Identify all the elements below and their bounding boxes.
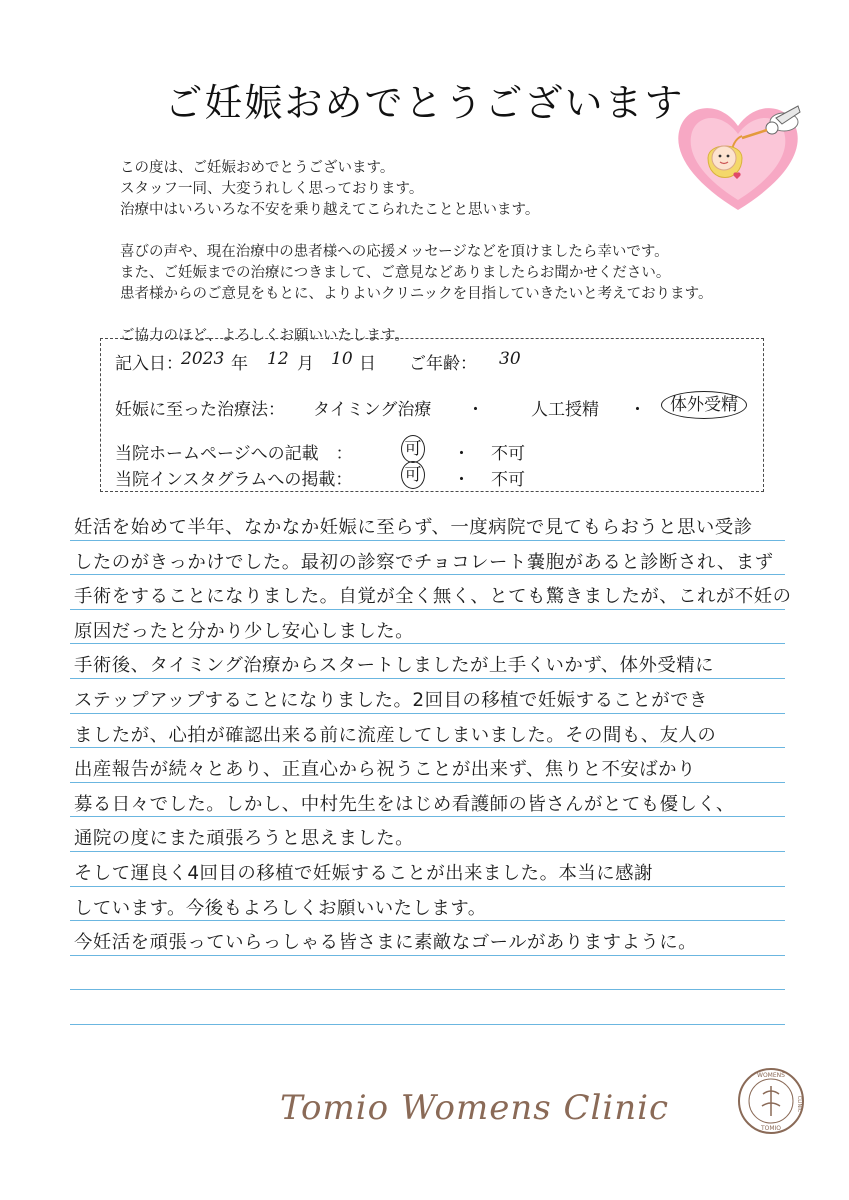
treatment-option-ivf-selected <box>661 391 747 419</box>
message-line: したのがきっかけでした。最初の診察でチョコレート嚢胞があると診断され、まず <box>74 551 774 573</box>
intro-line: ご協力のほど、よろしくお願いいたします。 <box>120 328 409 344</box>
instagram-label: 当院インスタグラムへの掲載： <box>115 470 353 490</box>
ruled-line <box>70 574 785 575</box>
seal-text-side: TOMIO <box>760 1125 782 1132</box>
date-year-unit: 年 <box>231 354 248 374</box>
date-month-value: 12 <box>267 349 289 369</box>
age-value: 30 <box>499 349 521 369</box>
intro-line: 喜びの声や、現在治療中の患者様への応援メッセージなどを頂けましたら幸いです。 <box>120 244 669 260</box>
stork-baby-heart-illustration <box>672 92 804 216</box>
separator: ・ <box>453 470 470 490</box>
message-line: そして運良く4回目の移植で妊娠することが出来ました。本当に感謝 <box>74 863 653 884</box>
intro-line: 治療中はいろいろな不安を乗り越えてこられたことと思います。 <box>120 202 540 218</box>
ruled-line <box>70 609 785 610</box>
separator: ・ <box>453 444 470 464</box>
ruled-line <box>70 678 785 679</box>
homepage-label: 当院ホームページへの記載 ： <box>115 444 353 464</box>
date-year-value: 2023 <box>181 349 225 369</box>
intro-line: スタッフ一同、大変うれしく思っております。 <box>120 181 424 197</box>
treatment-selected-circle: 体外受精 <box>661 391 747 419</box>
message-line: しています。今後もよろしくお願いいたします。 <box>74 897 487 919</box>
seal-text-bottom: CLINIC <box>796 1095 802 1113</box>
ruled-line <box>70 643 785 644</box>
seal-text-top: WOMENS <box>757 1072 785 1079</box>
clinic-name-logo: Tomio Womens Clinic <box>280 1088 670 1128</box>
message-line: 原因だったと分かり少し安心しました。 <box>74 620 415 642</box>
message-line: ステップアップすることになりました。2回目の移植で妊娠することができ <box>74 690 708 711</box>
treatment-option-timing: タイミング治療 <box>313 400 432 420</box>
ruled-line <box>70 920 785 921</box>
message-line: 手術後、タイミング治療からスタートしましたが上手くいかず、体外受精に <box>74 655 715 677</box>
ruled-line <box>70 886 785 887</box>
separator: ・ <box>467 400 484 420</box>
date-label: 記入日： <box>115 354 183 374</box>
homepage-permit-yes <box>401 435 425 463</box>
message-line: 手術をすることになりました。自覚が全く無く、とても驚きましたが、これが不妊の <box>74 586 792 608</box>
treatment-label: 妊娠に至った治療法： <box>115 400 285 420</box>
message-line: 今妊活を頑張っていらっしゃる皆さまに素敵なゴールがありますように。 <box>74 932 698 954</box>
homepage-selected-circle: 可 <box>401 435 425 463</box>
info-form-box <box>100 338 764 492</box>
clinic-seal-logo <box>736 1066 806 1136</box>
page-title: ご妊娠おめでとうございます <box>164 81 685 125</box>
intro-line: また、ご妊娠までの治療につきまして、ご意見などありましたらお聞かせください。 <box>120 265 671 281</box>
message-line: ましたが、心拍が確認出来る前に流産してしまいました。その間も、友人の <box>74 724 717 746</box>
homepage-permit-no: 不可 <box>491 444 525 464</box>
treatment-option-ai: 人工授精 <box>531 400 599 420</box>
date-day-value: 10 <box>331 349 353 369</box>
ruled-line <box>70 1024 785 1025</box>
ruled-line <box>70 851 785 852</box>
ruled-line <box>70 747 785 748</box>
ruled-line <box>70 713 785 714</box>
ruled-line <box>70 989 785 990</box>
message-line: 出産報告が続々とあり、正直心から祝うことが出来ず、焦りと不安ばかり <box>74 759 696 781</box>
date-day-unit: 日 <box>359 354 376 374</box>
instagram-selected-circle: 可 <box>401 461 425 489</box>
separator: ・ <box>629 400 646 420</box>
ruled-line <box>70 540 785 541</box>
ruled-line <box>70 782 785 783</box>
intro-line: この度は、ご妊娠おめでとうございます。 <box>120 160 395 176</box>
age-label: ご年齢： <box>409 354 477 374</box>
instagram-permit-no: 不可 <box>491 470 525 490</box>
ruled-line <box>70 816 785 817</box>
date-month-unit: 月 <box>297 354 314 374</box>
message-line: 通院の度にまた頑張ろうと思えました。 <box>74 828 415 850</box>
message-line: 妊活を始めて半年、なかなか妊娠に至らず、一度病院で見てもらおうと思い受診 <box>74 517 753 538</box>
ruled-line <box>70 955 785 956</box>
intro-line: 患者様からのご意見をもとに、よりよいクリニックを目指していきたいと考えております。 <box>120 286 713 302</box>
instagram-permit-yes <box>401 461 425 489</box>
message-ruled-area <box>70 505 792 1025</box>
message-line: 募る日々でした。しかし、中村先生をはじめ看護師の皆さんがとても優しく、 <box>74 793 735 815</box>
